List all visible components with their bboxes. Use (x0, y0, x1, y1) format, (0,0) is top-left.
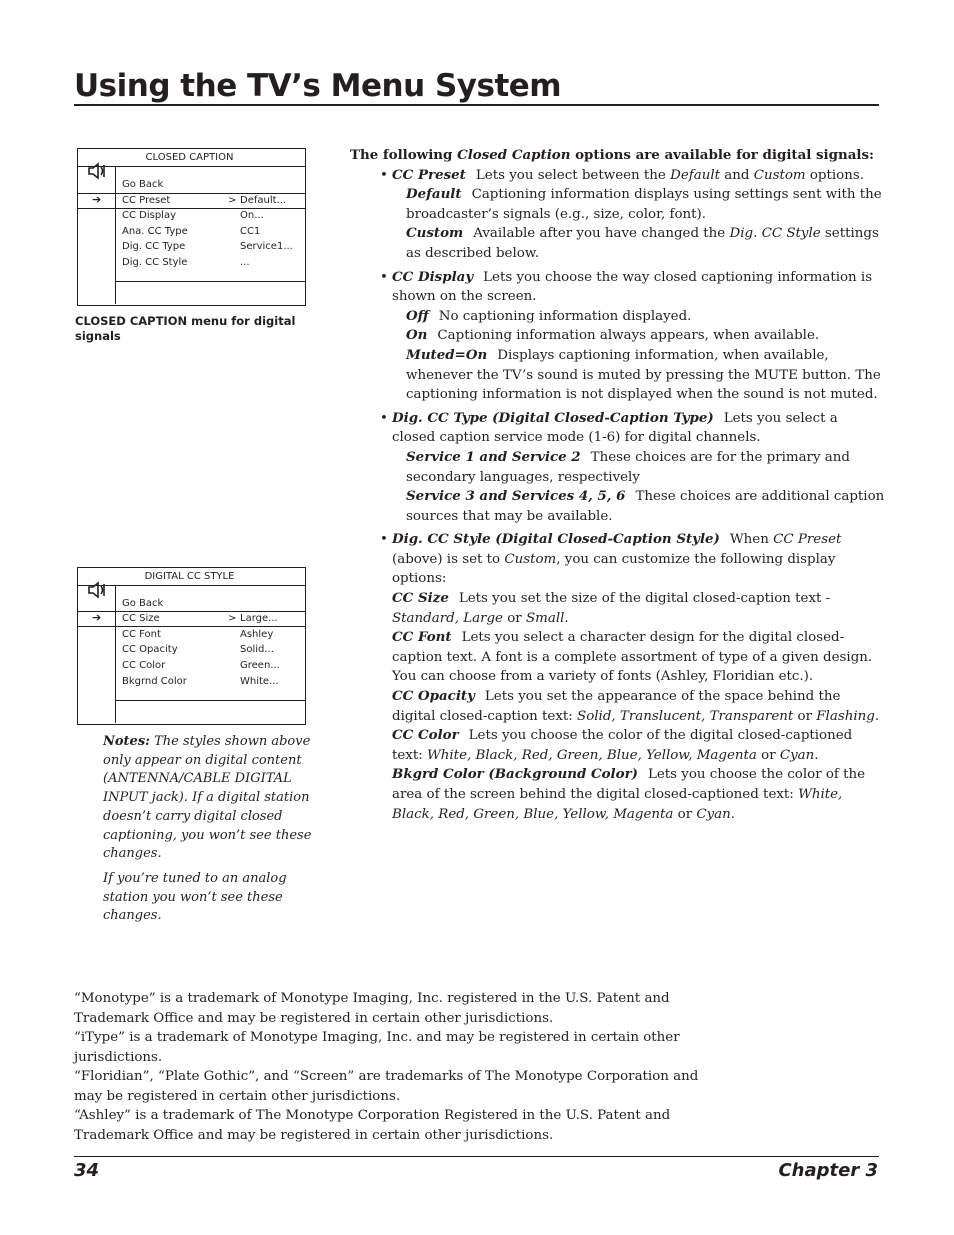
closed-caption-menu (77, 148, 306, 306)
page-title: Using the TV’s Menu System (74, 68, 562, 104)
muted-on-item: Muted=On Displays captioning information, when available, whenever the TV’s sound is muted by pressing the MUTE button. The captioning information is not displayed when the sound is not muted. (406, 346, 881, 403)
custom-item: Custom Available after you have changed the Dig. CC Style settings as described below. (406, 225, 879, 261)
page-number: 34 (74, 1160, 100, 1181)
digital-cc-style-menu (77, 567, 306, 725)
menu-item-cc-opacity[interactable]: CC Opacity Solid... (122, 644, 274, 655)
menu-item-cc-preset[interactable]: CC Preset > Default... (122, 195, 287, 206)
menu-item-ana-cc-type[interactable]: Ana. CC Type CC1 (122, 226, 261, 237)
trademark-note: “Floridian”, “Plate Gothic”, and “Screen” are trademarks of The Monotype Corporation and may be registered in certain other jurisdictions. (74, 1069, 699, 1104)
menu-header: DIGITAL CC STYLE (78, 568, 305, 586)
menu-divider (115, 585, 116, 723)
cc-preset-item: • CC Preset Lets you select between the Default and Custom options. (380, 166, 864, 183)
selection-line (78, 208, 305, 209)
default-item: Default Captioning information displays using settings sent with the broadcaster’s signals (e.g., size, color, font). (406, 186, 882, 222)
notes (103, 733, 313, 932)
title-rule (74, 104, 879, 106)
dig-cc-type-item: • Dig. CC Type (Digital Closed-Caption Type) Lets you select a closed caption service mode (1-6) for digital channels. (380, 409, 838, 446)
menu-divider (115, 166, 116, 304)
menu-item-cc-display[interactable]: CC Display On... (122, 210, 264, 221)
trademark-note: “iType” is a trademark of Monotype Imaging, Inc. and may be registered in certain other jurisdictions. (74, 1030, 680, 1065)
arrow-right-icon: ➔ (92, 193, 102, 206)
menu-header: CLOSED CAPTION (78, 149, 305, 167)
trademark-note: “Ashley” is a trademark of The Monotype Corporation Registered in the U.S. Patent and Trademark Office and may be registered in certain other jurisdictions. (74, 1108, 671, 1143)
cc-color-item: CC Color Lets you choose the color of the digital closed-captioned text: White, Black, Red, Green, Blue, Yellow, Magenta or Cyan. (392, 727, 853, 763)
menu-item-dig-cc-type[interactable]: Dig. CC Type Service1... (122, 241, 293, 252)
notes-p2: If you’re tuned to an analog station you won’t see these changes. (103, 870, 287, 924)
cc-display-item: • CC Display Lets you choose the way closed captioning information is shown on the screen. (380, 268, 873, 305)
off-item: Off No captioning information displayed. (406, 307, 692, 324)
menu-item-bkgrnd-color[interactable]: Bkgrnd Color White... (122, 676, 279, 687)
menu-item-dig-cc-style[interactable]: Dig. CC Style ... (122, 257, 250, 268)
main-text (350, 146, 885, 824)
footer-rule (74, 1156, 879, 1157)
intro: The following Closed Caption options are available for digital signals: (350, 147, 874, 163)
bkgrd-color-item: Bkgrd Color (Background Color) Lets you choose the color of the area of the screen behind the digital closed-captioned text: White, Black, Red, Green, Blue, Yellow, Magenta or Cyan. (392, 766, 866, 822)
on-item: On Captioning information always appears, when available. (406, 327, 820, 344)
cc-opacity-item: CC Opacity Lets you set the appearance of the space behind the digital closed-caption text: Solid, Translucent, Transparent or Flashing. (392, 688, 880, 724)
notes-p1: Notes: The styles shown above only appear on digital content (ANTENNA/CABLE DIGITAL INPUT jack). If a digital station doesn’t carry digital closed captioning, you won’t see these changes. (103, 734, 312, 862)
speaker-icon (88, 581, 108, 599)
menu-caption: CLOSED CAPTION menu for digital signals (75, 314, 296, 343)
menu-item-go-back[interactable]: Go Back (122, 179, 164, 190)
speaker-icon (88, 162, 108, 180)
menu-item-cc-size[interactable]: CC Size > Large... (122, 613, 278, 624)
cc-font-item: CC Font Lets you select a character design for the digital closed-caption text. A font is a complete assortment of type of a given design. You can choose from a variety of fonts (Ashley, Floridian etc.). (392, 629, 873, 685)
arrow-right-icon: ➔ (92, 611, 102, 624)
chapter-label: Chapter 3 (778, 1160, 878, 1181)
menu-item-cc-color[interactable]: CC Color Green... (122, 660, 280, 671)
menu-item-go-back[interactable]: Go Back (122, 598, 164, 609)
service-1-2-item: Service 1 and Service 2 These choices are for the primary and secondary languages, respectively (406, 448, 850, 485)
service-3-6-item: Service 3 and Services 4, 5, 6 These choices are additional caption sources that may be available. (406, 488, 885, 524)
menu-bottom-line (115, 700, 305, 701)
trademarks (74, 989, 714, 1145)
trademark-note: “Monotype” is a trademark of Monotype Imaging, Inc. registered in the U.S. Patent and Trademark Office and may be registered in certain other jurisdictions. (74, 991, 670, 1026)
cc-size-item: CC Size Lets you set the size of the digital closed-caption text - Standard, Large or Small. (392, 590, 831, 626)
menu-item-cc-font[interactable]: CC Font Ashley (122, 629, 274, 640)
menu-bottom-line (115, 281, 305, 282)
dig-cc-style-item: • Dig. CC Style (Digital Closed-Caption Style) When CC Preset (above) is set to Custom, you can customize the following display options: (380, 531, 842, 587)
